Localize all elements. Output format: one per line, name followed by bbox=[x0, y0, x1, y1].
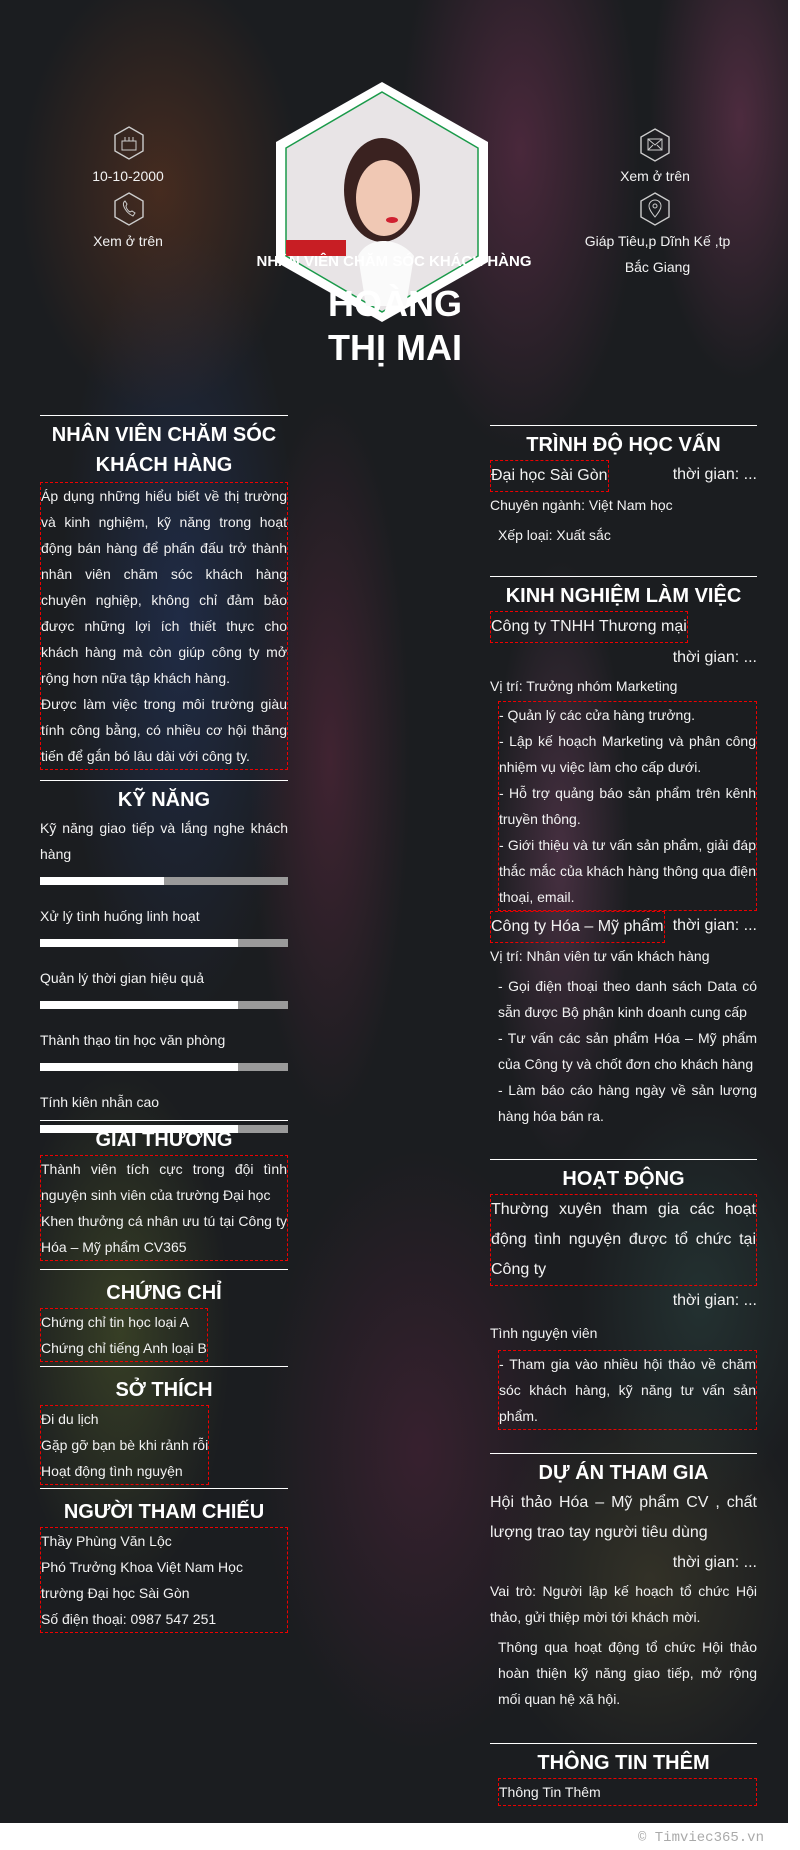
award-item: Khen thưởng cá nhân ưu tú tại Công ty Hóa – Mỹ phẩm CV365 bbox=[41, 1213, 287, 1255]
extra-info-heading: THÔNG TIN THÊM bbox=[537, 1752, 710, 1774]
job-duties[interactable] bbox=[498, 701, 757, 911]
skills-heading: KỸ NĂNG bbox=[117, 789, 211, 811]
reference-item: Phó Trưởng Khoa Việt Nam Học trường Đại học Sài Gòn bbox=[41, 1559, 243, 1601]
activity-name[interactable]: Thường xuyên tham gia các hoạt động tình nguyện được tổ chức tại Công ty bbox=[490, 1194, 757, 1286]
duty-item: - Hỗ trợ quảng báo sản phẩm trên kênh truyền thông. bbox=[499, 785, 756, 827]
references-section bbox=[40, 1488, 288, 1633]
hobbies-section bbox=[40, 1366, 288, 1485]
hobbies-heading: SỞ THÍCH bbox=[115, 1379, 213, 1401]
company-name[interactable]: Công ty TNHH Thương mại bbox=[490, 611, 688, 643]
project-time: thời gian: ... bbox=[672, 1554, 757, 1571]
school-name[interactable]: Đại học Sài Gòn bbox=[490, 460, 609, 492]
activities-heading: HOẠT ĐỘNG bbox=[562, 1168, 685, 1190]
hobby-item: Đi du lịch bbox=[41, 1411, 99, 1427]
job-duties bbox=[490, 973, 757, 1129]
company-name[interactable]: Công ty Hóa – Mỹ phẩm bbox=[490, 911, 665, 943]
duty-item: - Giới thiệu và tư vấn sản phẩm, giải đáp thắc mắc của khách hàng thông qua điện thoại, email. bbox=[499, 837, 756, 905]
certificates-heading: CHỨNG CHỈ bbox=[106, 1282, 222, 1304]
experience-heading: KINH NGHIỆM LÀM VIỆC bbox=[505, 585, 742, 607]
job-position: Vị trí: Trưởng nhóm Marketing bbox=[490, 678, 678, 694]
objective-text[interactable] bbox=[40, 482, 288, 770]
activity-role: Tình nguyện viên bbox=[490, 1325, 598, 1341]
activity-time: thời gian: ... bbox=[672, 1292, 757, 1309]
duty-item: - Lập kế hoạch Marketing và phân công nhiệm vụ việc làm cho cấp dưới. bbox=[499, 733, 756, 775]
education-rank: Xếp loại: Xuất sắc bbox=[498, 527, 611, 543]
skill-label: Kỹ năng giao tiếp và lắng nghe khách hàng bbox=[40, 820, 288, 862]
location-pin-icon bbox=[640, 192, 670, 226]
hobby-item: Hoạt động tình nguyện bbox=[41, 1463, 183, 1479]
candidate-name bbox=[250, 282, 540, 370]
activity-description[interactable]: - Tham gia vào nhiều hội thảo về chăm sóc khách hàng, kỹ năng tư vấn sản phẩm. bbox=[498, 1350, 757, 1430]
objective-paragraph: Được làm việc trong môi trường giàu tính công bằng, có nhiều cơ hội thăng tiến để gắn bó lâu dài với công ty. bbox=[41, 696, 287, 764]
education-major: Chuyên ngành: Việt Nam học bbox=[490, 497, 673, 513]
education-time: thời gian: ... bbox=[672, 466, 757, 483]
skill-label: Quản lý thời gian hiệu quả bbox=[40, 970, 205, 986]
name-line-1: HOÀNG bbox=[328, 283, 462, 324]
project-role: Vai trò: Người lập kế hoạch tổ chức Hội thảo, gửi thiệp mời tới khách mời. bbox=[490, 1583, 757, 1625]
job-position: Vị trí: Nhân viên tư vấn khách hàng bbox=[490, 948, 710, 964]
skill-label: Tính kiên nhẫn cao bbox=[40, 1094, 160, 1110]
skill-level-fill bbox=[40, 1063, 238, 1071]
duty-item: - Gọi điện thoại theo danh sách Data có sẵn được Bộ phận kinh doanh cung cấp bbox=[498, 978, 757, 1020]
job-title: NHÂN VIÊN CHĂM SÓC KHÁCH HÀNG bbox=[256, 253, 532, 270]
objective-paragraph: Áp dụng những hiểu biết về thị trường và kinh nghiệm, kỹ năng trong hoạt động bán hàng để phấn đấu trở thành nhân viên chăm sóc khách hàng chuyên nghiệp, không chỉ đảm bảo được những lợi ích thiết thực cho khách hàng mà còn giúp công ty mở rộng hơn nữa tập khách hàng. bbox=[41, 488, 287, 686]
reference-item: Thầy Phùng Văn Lộc bbox=[41, 1533, 172, 1549]
project-description: Thông qua hoạt động tổ chức Hội thảo hoàn thiện kỹ năng giao tiếp, mở rộng mối quan hệ xã hội. bbox=[498, 1639, 757, 1707]
skill-level-bar bbox=[40, 939, 288, 947]
skills-section bbox=[40, 780, 288, 1151]
hobby-item: Gặp gỡ bạn bè khi rảnh rỗi bbox=[41, 1437, 209, 1453]
extra-info-text[interactable]: Thông Tin Thêm bbox=[498, 1778, 757, 1806]
extra-info-section bbox=[490, 1743, 757, 1806]
certificate-item: Chứng chỉ tiếng Anh loại B bbox=[41, 1340, 207, 1356]
email-text: Xem ở trên bbox=[620, 168, 690, 184]
skill-label: Thành thạo tin học văn phòng bbox=[40, 1032, 226, 1048]
education-heading: TRÌNH ĐỘ HỌC VẤN bbox=[526, 434, 721, 456]
job-time: thời gian: ... bbox=[672, 917, 757, 934]
reference-item: Số điện thoại: 0987 547 251 bbox=[41, 1611, 217, 1627]
project-name: Hội thảo Hóa – Mỹ phẩm CV , chất lượng trao tay người tiêu dùng bbox=[490, 1494, 757, 1541]
references-heading: NGƯỜI THAM CHIẾU bbox=[63, 1501, 265, 1523]
awards-section bbox=[40, 1120, 288, 1261]
skill-level-bar bbox=[40, 877, 288, 885]
references-list[interactable] bbox=[40, 1527, 288, 1633]
skill-level-bar bbox=[40, 1001, 288, 1009]
duty-item: - Làm báo cáo hàng ngày về sản lượng hàng hóa bán ra. bbox=[498, 1082, 757, 1124]
hobbies-list[interactable] bbox=[40, 1405, 209, 1485]
activities-section bbox=[490, 1159, 757, 1430]
certificate-item: Chứng chỉ tin học loại A bbox=[41, 1314, 189, 1330]
phone-icon bbox=[114, 192, 144, 226]
duty-item: - Quản lý các cửa hàng trưởng. bbox=[499, 707, 696, 723]
experience-section bbox=[490, 576, 757, 1129]
projects-heading: DỰ ÁN THAM GIA bbox=[538, 1462, 709, 1484]
name-line-2: THỊ MAI bbox=[328, 327, 462, 368]
birthday-text: 10-10-2000 bbox=[92, 168, 164, 184]
education-section bbox=[490, 425, 757, 548]
objective-heading: NHÂN VIÊN CHĂM SÓC KHÁCH HÀNG bbox=[51, 424, 277, 476]
certificates-list[interactable] bbox=[40, 1308, 208, 1362]
skill-level-fill bbox=[40, 1001, 238, 1009]
skill-level-bar bbox=[40, 1063, 288, 1071]
duty-item: - Tư vấn các sản phẩm Hóa – Mỹ phẩm của Công ty và chốt đơn cho khách hàng bbox=[498, 1030, 757, 1072]
objective-section bbox=[40, 415, 288, 770]
address-text: Giáp Tiêu,p Dĩnh Kế ,tp Bắc Giang bbox=[584, 233, 731, 275]
awards-heading: GIẢI THƯỞNG bbox=[95, 1129, 233, 1151]
skill-level-fill bbox=[40, 877, 164, 885]
phone-text: Xem ở trên bbox=[93, 233, 163, 249]
awards-list[interactable] bbox=[40, 1155, 288, 1261]
birthday-cake-icon bbox=[114, 126, 144, 160]
skill-label: Xử lý tình huống linh hoạt bbox=[40, 908, 200, 924]
job-time: thời gian: ... bbox=[672, 649, 757, 666]
watermark: © Timviec365.vn bbox=[637, 1830, 764, 1846]
certificates-section bbox=[40, 1269, 288, 1362]
projects-section bbox=[490, 1453, 757, 1712]
email-icon bbox=[640, 128, 670, 162]
award-item: Thành viên tích cực trong đội tình nguyện sinh viên của trường Đại học bbox=[41, 1161, 287, 1203]
skill-level-fill bbox=[40, 939, 238, 947]
